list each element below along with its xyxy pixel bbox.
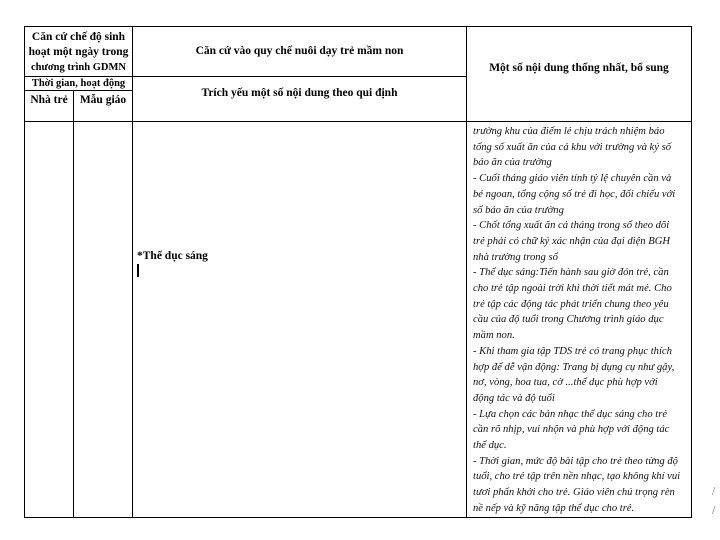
- col2-col3-line: [466, 26, 467, 518]
- header-col1-sub: Thời gian, hoạt động: [31, 78, 126, 89]
- header-col2-title: Căn cứ vào quy chế nuôi dạy trẻ mầm non: [195, 45, 404, 57]
- note-line: bé ngoan, tổng cộng số trẻ đi học, đối chiếu với: [473, 188, 676, 200]
- header-col1-line1: Căn cứ chế độ sinh: [31, 31, 126, 43]
- note-line: trẻ tập các động tác phát triển chung theo yêu: [473, 298, 669, 310]
- note-line: mầm non.: [473, 330, 515, 342]
- note-line: báo ăn của trường: [473, 157, 552, 169]
- note-line: - Lựa chọn các bản nhạc thể dục sáng cho trẻ: [473, 408, 668, 420]
- note-line: tuổi, cho trẻ tập trên nền nhạc, tạo không khí vui: [473, 471, 681, 483]
- note-line: sổ báo ăn của trường: [473, 204, 564, 216]
- note-line: - Khi tham gia tập TDS trẻ có trang phục thích: [473, 345, 672, 357]
- note-line: - Chốt tổng xuất ăn cả tháng trong sổ theo dõi: [473, 220, 670, 232]
- header-col3-title: Một số nội dung thống nhất, bổ sung: [489, 62, 669, 74]
- note-line: - Thể dục sáng:Tiến hành sau giờ đón trẻ, cần: [473, 267, 669, 279]
- note-line: nhà trường trong sổ: [473, 251, 558, 263]
- table-border-right: [691, 26, 692, 518]
- note-line: thể dục.: [473, 440, 507, 451]
- note-line: trường khu của điểm lẻ chịu trách nhiệm báo: [473, 126, 665, 137]
- table-border-bottom: [24, 517, 692, 518]
- note-line: cần rõ nhịp, vui nhộn và phù hợp với động tác: [473, 424, 670, 436]
- text-cursor: [137, 264, 139, 277]
- table-border-top: [24, 26, 692, 27]
- activity-label: *Thể dục sáng: [137, 250, 208, 262]
- header-col2-sub: Trích yếu một số nội dung theo qui định: [201, 87, 398, 99]
- header-col1-line2: hoạt một ngày trong: [28, 46, 129, 58]
- note-line: nơ, vòng, hoa tua, cờ ...thể dục phù hợp với: [473, 377, 658, 389]
- header-bottom-divider: [24, 90, 132, 91]
- header-body-divider: [24, 121, 692, 122]
- note-line: cầu của độ tuổi trong Chương trình giáo dục: [473, 314, 664, 326]
- note-line: hợp để dễ vận động: Trang bị dụng cụ như gậy,: [473, 361, 675, 373]
- note-line: động tác và độ tuổi: [473, 392, 555, 404]
- note-line: - Cuối tháng giáo viên tính tỷ lệ chuyên cần và: [473, 173, 672, 185]
- col1-split-line: [73, 90, 74, 518]
- note-line: tổng số xuất ăn của cả khu với trường và ký số: [473, 141, 672, 153]
- header-col1a: Nhà trẻ: [30, 94, 68, 106]
- note-line: cho trẻ tập ngoài trời khi thời tiết mát mẻ. Cho: [473, 283, 672, 294]
- header-col1-line3: chương trình GDMN: [31, 62, 126, 73]
- note-line: - Thời gian, mức độ bài tập cho trẻ theo từng độ: [473, 455, 678, 467]
- note-line: tươi phấn khởi cho trẻ. Giáo viên chú trọng rèn: [473, 487, 675, 499]
- note-line: nề nếp và kỹ năng tập thể dục cho trẻ.: [473, 502, 635, 514]
- margin-mark-2: /: [712, 505, 716, 516]
- note-line: trẻ phải có chữ ký xác nhận của đại diện BGH: [473, 235, 670, 247]
- margin-mark-1: /: [712, 486, 716, 497]
- header-col1b: Mẫu giáo: [79, 94, 127, 106]
- header-col2-divider: [132, 76, 466, 77]
